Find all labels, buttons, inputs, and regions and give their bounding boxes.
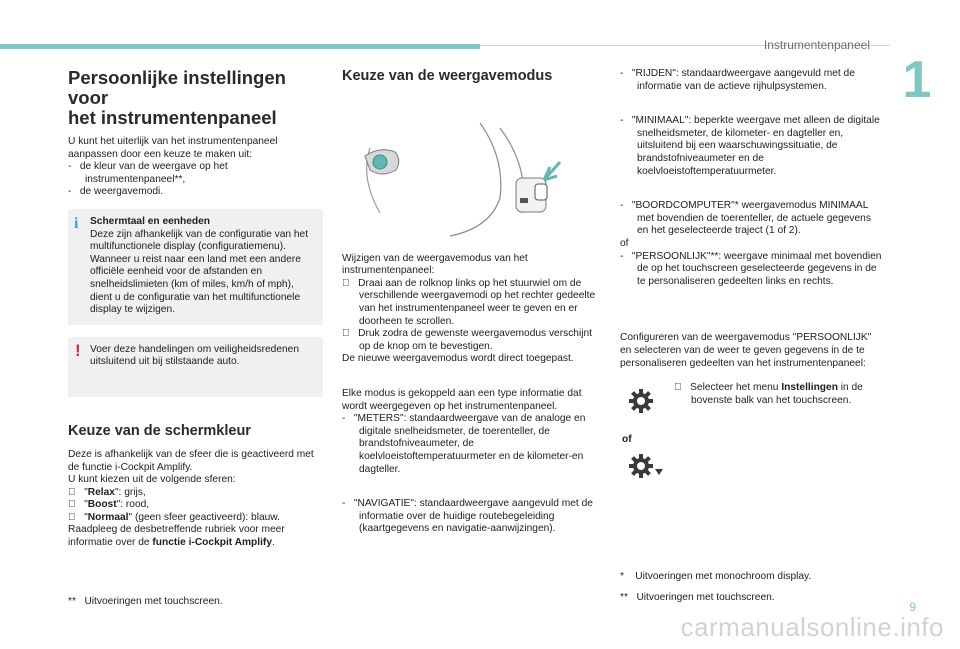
header-accent-bar: [0, 44, 480, 49]
intro-item: - de weergavemodi.: [68, 186, 164, 198]
page-number: 9: [909, 600, 916, 614]
intro-text: U kunt het uiterlijk van het instrumentenpaneel aanpassen door een keuze te maken uit:: [68, 136, 278, 160]
footnote-col3-1: * Uitvoeringen met monochroom display.: [620, 571, 812, 582]
warning-text: Voer deze handelingen om veiligheidsredenen uitsluitend uit bij stilstaande auto.: [90, 343, 299, 368]
chapter-title: Instrumentenpaneel: [763, 38, 870, 52]
settings-alt-row: [620, 447, 882, 483]
steering-wheel-illustration: [350, 118, 588, 238]
color-option-normaal: "Normaal" (geen sfeer geactiveerd): blauw.: [68, 511, 273, 523]
info-icon: i: [74, 214, 79, 232]
info-text: Deze zijn afhankelijk van de configuratie van het multifunctionele display (configuratiemenu). Wanneer u reist naar een land met een andere officiële eenheid voor de afstanden en snelheidslimieten (km of miles, km/h of mph), dient u de configuratie van het multifunctionele display te wijzigen.: [90, 228, 309, 316]
mode-item-minimaal: - "MINIMAAL": beperkte weergave met alleen de digitale snelheidsmeter, de kilometer- en dagteller en, uitsluitend bij een waarschuwingssituatie, de brandstofniveaumeter en de koelvloeistoftemperatuurmeter.: [620, 115, 880, 177]
column-1: [68, 68, 323, 550]
settings-gear-dropdown-icon: [628, 453, 664, 479]
intro-item: - de kleur van de weergave op het instrumentenpaneel**,: [68, 161, 228, 185]
column-2: [342, 68, 602, 536]
mode-item-rijden: - "RIJDEN": standaardweergave aangevuld met de informatie van de actieve rijhulpsystemen.: [620, 68, 855, 92]
select-settings-instruction: Selecteer het menu Instellingen in de bovenste balk van het touchscreen.: [674, 382, 856, 406]
footnote-col3-2: ** Uitvoeringen met touchscreen.: [620, 592, 775, 603]
settings-menu-row: [620, 382, 882, 434]
config-text: Configureren van de weergavemodus "PERSOONLIJK" en selecteren van de weer te geven gegevens in de te personaliseren gedeelten van het instrumentenpaneel:: [620, 332, 872, 369]
display-mode-step: Druk zodra de gewenste weergavemodus verschijnt op de knop om te bevestigen.: [342, 328, 599, 352]
display-mode-result: De nieuwe weergavemodus wordt direct toegepast.: [342, 353, 574, 365]
watermark: carmanualsonline.info: [680, 612, 944, 642]
column-3: [620, 68, 882, 483]
color-option-boost: "Boost": rood,: [68, 499, 142, 511]
mode-description-intro: Elke modus is gekoppeld aan een type informatie dat wordt weergegeven op het instrumentenpaneel.: [342, 387, 582, 412]
section-title-screen-color: Keuze van de schermkleur: [68, 422, 251, 439]
footnote-col1: ** Uitvoeringen met touchscreen.: [68, 596, 223, 607]
display-mode-step: Draai aan de rolknop links op het stuurwiel om de verschillende weergavemodi op het rechter gedeelte van het instrumentenpaneel weer te geven en er doorheen te scrollen.: [342, 277, 596, 327]
section-paragraph: Deze is afhankelijk van de sfeer die is geactiveerd met de functie i-Cockpit Amplify.: [68, 448, 314, 473]
page-title: [68, 68, 323, 128]
section-title-display-mode: Keuze van de weergavemodus: [342, 68, 553, 84]
reference-text: Raadpleeg de desbetreffende rubriek voor meer informatie over de functie i-Cockpit Amplify.: [68, 524, 285, 549]
section-paragraph: U kunt kiezen uit de volgende sferen:: [68, 474, 236, 486]
color-option-relax: "Relax": grijs,: [68, 486, 139, 498]
chapter-number: 1: [898, 56, 936, 104]
warning-box: [68, 337, 323, 397]
display-mode-intro: Wijzigen van de weergavemodus van het instrumentenpaneel:: [342, 252, 528, 277]
warning-icon: !: [75, 340, 81, 360]
mode-item-navigatie: - "NAVIGATIE": standaardweergave aangevuld met de informatie over de huidige routebegeleiding (kaartgegevens en navigatie-aanwijzingen).: [342, 498, 593, 535]
settings-gear-icon: [628, 388, 654, 414]
mode-item-boordcomputer: - "BOORDCOMPUTER"* weergavemodus MINIMAAL met bovendien de toerenteller, de actuele gegevens en het geselecteerde traject (1 of 2).: [620, 200, 871, 237]
info-box: [68, 209, 323, 325]
or-text: of: [620, 237, 629, 249]
page-title-line-1: Persoonlijke instellingen voor: [68, 67, 286, 108]
mode-item-meters: - "METERS": standaardweergave van de analoge en digitale snelheidsmeter, de toerenteller, de brandstofniveaumeter, de koelvloeistoftemperatuurmeter en de kilometer-en dagteller.: [342, 413, 586, 475]
mode-item-persoonlijk: - "PERSOONLIJK"**: weergave minimaal met bovendien de op het touchscreen geselecteerde gegevens in de te personaliseren gedeelten links en rechts.: [620, 250, 882, 287]
page-title-line-2: het instrumentenpaneel: [68, 107, 277, 128]
info-title: Schermtaal en eenheden: [90, 215, 211, 227]
or-text: of: [622, 434, 632, 446]
